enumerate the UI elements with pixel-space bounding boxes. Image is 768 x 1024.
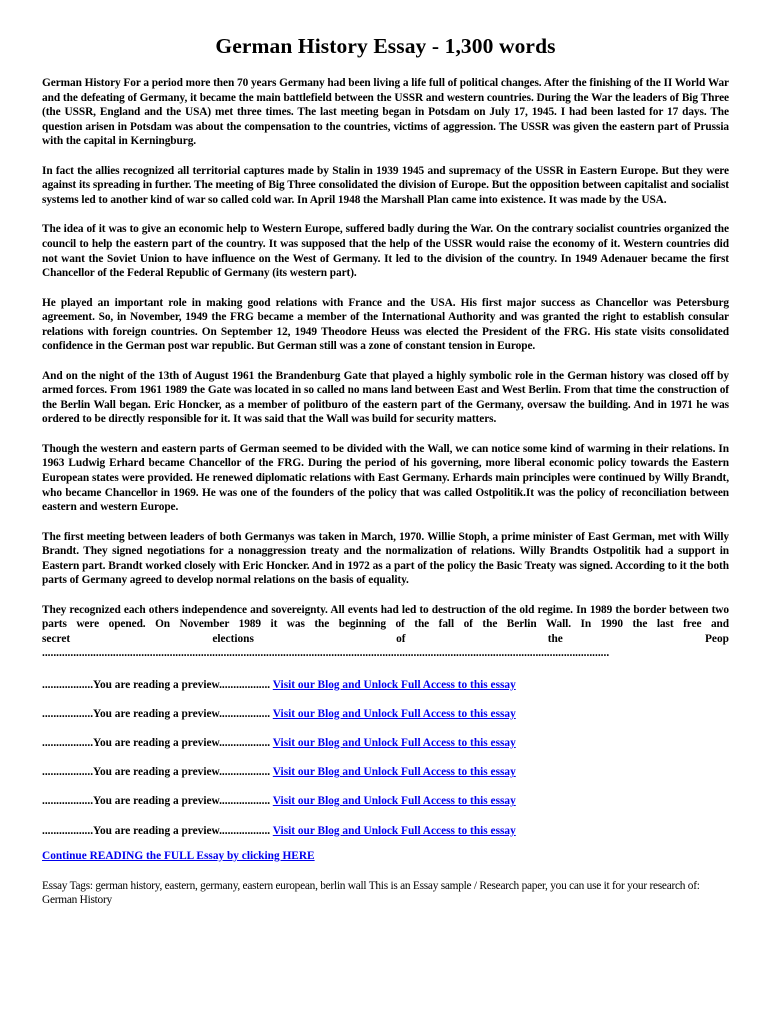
- preview-row: [42, 700, 729, 729]
- essay-paragraph: The first meeting between leaders of both Germanys was taken in March, 1970. Willie Stoph, a prime minister of East German, met with Willy Brandt. They signed negotiations for a nonaggression treaty and the normalization of relations. Willy Brandts Ostpolitik had a support in Eastern part. Brandt worked closely with Eric Honcker. And in 1972 as a part of the policy the Basic Treaty was signed. According to it the both parts of Germany agreed to develop normal relations on the basis of equality.: [42, 530, 729, 587]
- preview-prefix: ..................You are reading a preview..................: [42, 707, 271, 720]
- preview-row: [42, 671, 729, 700]
- page-title: German History Essay - 1,300 words: [215, 34, 556, 58]
- essay-paragraph: And on the night of the 13th of August 1961 the Brandenburg Gate that played a highly symbolic role in the German history was closed off by armed forces. From 1961 1989 the Gate was located in so called no mans land between East and West Berlin. From that time the construction of the Berlin Wall began. Eric Honcker, as a member of politburo of the eastern part of the Germany, oversaw the building. And in 1971 he was ordered to be directly responsible for it. It was said that the Wall was build for security matters.: [42, 369, 729, 426]
- continue-reading: [42, 848, 729, 864]
- essay-page: [42, 34, 729, 908]
- unlock-essay-link[interactable]: Visit our Blog and Unlock Full Access to this essay: [272, 678, 516, 691]
- essay-paragraph: Though the western and eastern parts of German seemed to be divided with the Wall, we can notice some kind of warming in their relations. In 1963 Ludwig Erhard became Chancellor of the FRG. During the period of his governing, more liberal economic policy towards the Eastern European states were provided. He renewed diplomatic relations with East Germany. Erhards main principles were continued by Willy Brandt, who became Chancellor in 1969. He was one of the founders of the policy that was called Ostpolitik.It was the policy of reconciliation between eastern and western Europe.: [42, 442, 729, 514]
- unlock-essay-link[interactable]: Visit our Blog and Unlock Full Access to this essay: [272, 707, 516, 720]
- essay-body: [42, 76, 729, 632]
- preview-prefix: ..................You are reading a preview..................: [42, 795, 271, 808]
- truncated-word: elections: [212, 632, 254, 645]
- preview-prefix: ..................You are reading a preview..................: [42, 824, 271, 837]
- preview-prefix: ..................You are reading a preview..................: [42, 766, 271, 779]
- truncated-line: [42, 632, 729, 647]
- truncation-dots: ........................................................................................................................................................................................................: [42, 646, 610, 659]
- essay-paragraph: German History For a period more then 70 years Germany had been living a life full of political changes. After the finishing of the II World War and the defeating of Germany, it became the main battlefield between the USSR and western countries. During the War the leaders of Big Three (the USSR, England and the USA) met three times. The last meeting began in Potsdam on July 17, 1945. I had been lasted for 17 days. The question arisen in Potsdam was about the compensation to the countries, victims of aggression. The USSR was given the eastern part of Prussia with the capital in Kerningburg.: [42, 77, 729, 148]
- preview-row: [42, 817, 729, 846]
- unlock-essay-link[interactable]: Visit our Blog and Unlock Full Access to this essay: [272, 795, 516, 808]
- preview-row: [42, 758, 729, 787]
- truncated-word: the: [547, 632, 563, 645]
- essay-paragraph: They recognized each others independence and sovereignty. All events had led to destruction of the old regime. In 1989 the border between two parts were opened. On November 1989 it was the beginning of the fall of the Berlin Wall. In 1990 the last free and: [42, 603, 729, 631]
- preview-list: [42, 671, 729, 846]
- truncated-word: secret: [42, 632, 71, 645]
- essay-paragraph: He played an important role in making good relations with France and the USA. His first major success as Chancellor was Petersburg agreement. So, in November, 1949 the FRG became a member of the International Authority and was granted the right to establish consular relations with foreign countries. On September 12, 1949 Theodore Heuss was elected the President of the FRG. His state visits consolidated confidence in the German post war republic. But German still was a zone of constant tension in Europe.: [42, 296, 729, 353]
- unlock-essay-link[interactable]: Visit our Blog and Unlock Full Access to this essay: [272, 766, 516, 779]
- truncated-word: Peop: [705, 632, 729, 645]
- unlock-essay-link[interactable]: Visit our Blog and Unlock Full Access to this essay: [272, 824, 516, 837]
- preview-prefix: ..................You are reading a preview..................: [42, 678, 271, 691]
- preview-row: [42, 729, 729, 758]
- essay-paragraph: In fact the allies recognized all territorial captures made by Stalin in 1939 1945 and supremacy of the USSR in Eastern Europe. But they were against its spreading in further. The meeting of Big Three consolidated the division of Europe. But the opposition between capitalist and socialist systems led to another kind of war so called cold war. In April 1948 the Marshall Plan came into existence. It was made by the USA.: [42, 164, 729, 206]
- preview-row: [42, 787, 729, 816]
- truncated-word: of: [396, 632, 406, 645]
- preview-prefix: ..................You are reading a preview..................: [42, 736, 271, 749]
- essay-paragraph: The idea of it was to give an economic help to Western Europe, suffered badly during the War. On the contrary socialist countries organized the council to help the eastern part of the country. It was supposed that the help of the USSR would raise the economy of it. Western countries did not want the Soviet Union to have influence on the West of Germany. It led to the division of the country. In 1949 Adenauer became the first Chancellor of the Federal Republic of Germany (its western part).: [42, 223, 729, 280]
- unlock-essay-link[interactable]: Visit our Blog and Unlock Full Access to this essay: [272, 736, 516, 749]
- continue-reading-link[interactable]: Continue READING the FULL Essay by clicking HERE: [42, 849, 315, 862]
- essay-tags: Essay Tags: german history, eastern, germany, eastern european, berlin wall This is an Essay sample / Research paper, you can use it for your research of: German History: [42, 879, 700, 907]
